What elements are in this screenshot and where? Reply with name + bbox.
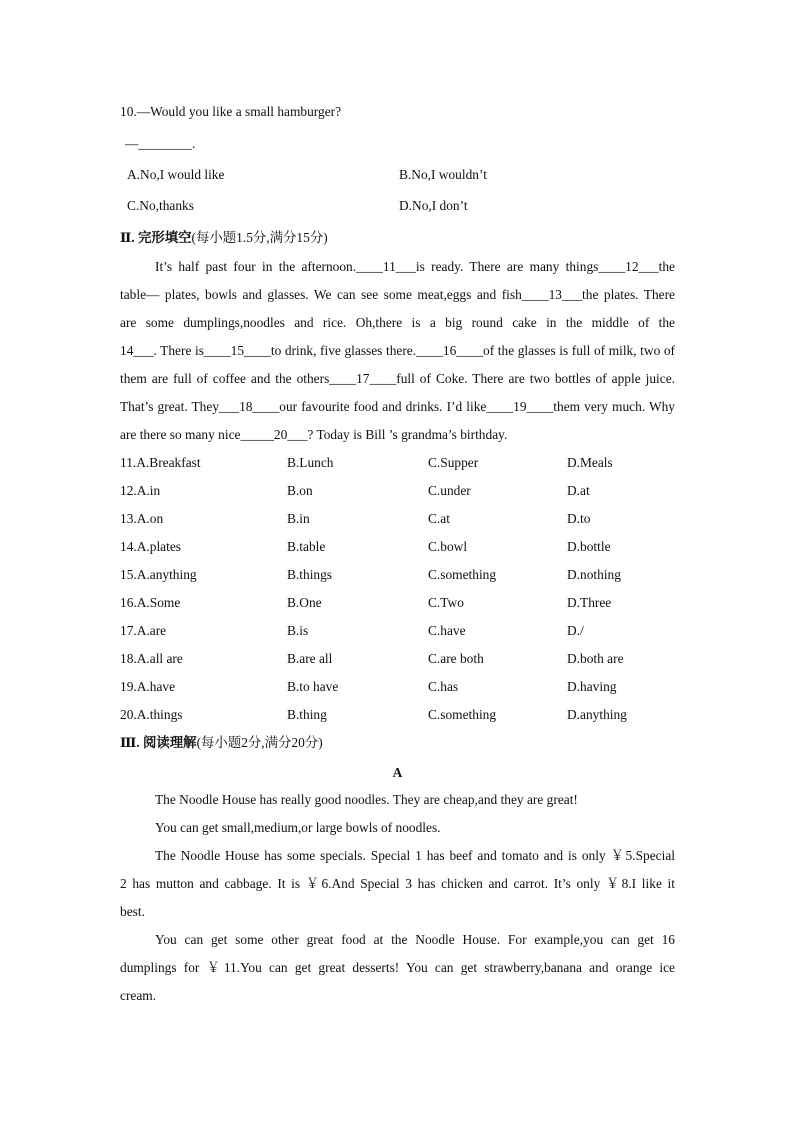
option-c: C.bowl <box>428 539 468 554</box>
option-c: C.have <box>428 623 466 638</box>
reading-line: dumplings for ￥11.You can get great desserts! You can get strawberry,banana and orange ice <box>120 960 675 975</box>
option-d: D.both are <box>567 651 624 666</box>
option-a: 19.A.have <box>120 679 176 694</box>
section2-hint: (每小题1.5分,满分15分) <box>191 230 328 245</box>
q10-option-a: A.No,I would like <box>127 167 225 182</box>
q10-option-d: D.No,I don’t <box>399 198 468 213</box>
option-d: D.Three <box>567 595 612 610</box>
passage-line: That’s great. They___18____our favourite food and drinks. I’d like____19____them very much. Why <box>120 399 675 414</box>
q10-question: 10.—Would you like a small hamburger? <box>120 104 342 119</box>
option-c: C.something <box>428 567 497 582</box>
option-a: 14.A.plates <box>120 539 181 554</box>
option-b: B.Lunch <box>287 455 334 470</box>
option-a: 17.A.are <box>120 623 167 638</box>
option-c: C.at <box>428 511 450 526</box>
reading-line: cream. <box>120 988 157 1003</box>
option-a: 12.A.in <box>120 483 161 498</box>
option-d: D.at <box>567 483 590 498</box>
passage-label: A <box>392 765 403 780</box>
reading-line: 2 has mutton and cabbage. It is ￥6.And Special 3 has chicken and carrot. It’s only ￥8.I like it <box>120 876 675 891</box>
option-b: B.One <box>287 595 322 610</box>
section3-heading <box>120 735 323 751</box>
option-d: D.having <box>567 679 617 694</box>
reading-line: The Noodle House has really good noodles. They are cheap,and they are great! <box>155 792 578 807</box>
option-d: D./ <box>567 623 584 638</box>
option-d: D.bottle <box>567 539 611 554</box>
option-c: C.Two <box>428 595 464 610</box>
option-d: D.anything <box>567 707 627 722</box>
reading-line: You can get some other great food at the Noodle House. For example,you can get 16 <box>155 932 675 947</box>
passage-line: are there so many nice_____20___? Today is Bill ’s grandma’s birthday. <box>120 427 508 442</box>
passage-line: them are full of coffee and the others____17____full of Coke. There are two bottles of apple juice. <box>120 371 675 386</box>
option-a: 11.A.Breakfast <box>120 455 201 470</box>
option-b: B.in <box>287 511 310 526</box>
option-c: C.under <box>428 483 471 498</box>
option-b: B.are all <box>287 651 333 666</box>
option-d: D.to <box>567 511 591 526</box>
option-d: D.nothing <box>567 567 621 582</box>
reading-line: best. <box>120 904 145 919</box>
q10-option-c: C.No,thanks <box>127 198 194 213</box>
option-b: B.things <box>287 567 333 582</box>
passage-line: are some dumplings,noodles and rice. Oh,there is a big round cake in the middle of the <box>120 315 675 330</box>
option-b: B.is <box>287 623 309 638</box>
section2-title: Ⅱ. 完形填空 <box>120 230 192 245</box>
option-a: 20.A.things <box>120 707 183 722</box>
option-a: 18.A.all are <box>120 651 183 666</box>
passage-line: It’s half past four in the afternoon.____11___is ready. There are many things____12___the <box>155 259 675 274</box>
option-c: C.are both <box>428 651 484 666</box>
reading-line: The Noodle House has some specials. Special 1 has beef and tomato and is only ￥5.Special <box>155 848 675 863</box>
option-b: B.thing <box>287 707 327 722</box>
option-a: 15.A.anything <box>120 567 197 582</box>
q10-reply-blank: —________. <box>125 136 196 151</box>
passage-line: table— plates, bowls and glasses. We can see some meat,eggs and fish____13___the plates. There <box>120 287 675 302</box>
option-d: D.Meals <box>567 455 613 470</box>
q10-option-b: B.No,I wouldn’t <box>399 167 487 182</box>
option-b: B.on <box>287 483 313 498</box>
option-a: 16.A.Some <box>120 595 181 610</box>
option-c: C.something <box>428 707 497 722</box>
option-c: C.has <box>428 679 459 694</box>
passage-line: 14___. There is____15____to drink, five glasses there.____16____of the glasses is full of milk, two of <box>120 343 675 358</box>
option-b: B.to have <box>287 679 339 694</box>
option-a: 13.A.on <box>120 511 164 526</box>
reading-line: You can get small,medium,or large bowls of noodles. <box>155 820 441 835</box>
section2-heading <box>120 230 328 246</box>
section3-title: Ⅲ. 阅读理解 <box>120 735 197 750</box>
option-c: C.Supper <box>428 455 479 470</box>
section3-hint: (每小题2分,满分20分) <box>196 735 323 750</box>
option-b: B.table <box>287 539 326 554</box>
